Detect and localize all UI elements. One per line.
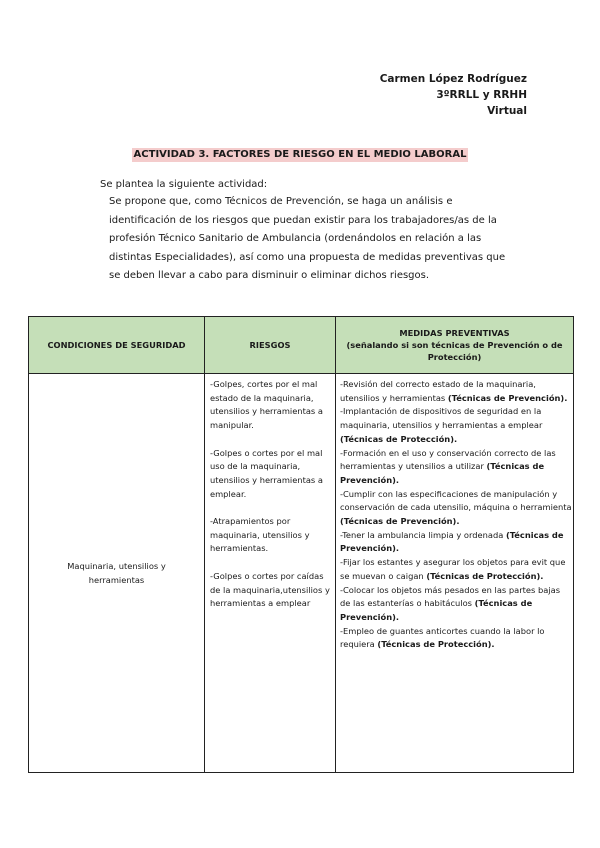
measure-text: -Tener la ambulancia limpia y ordenada [340, 529, 506, 540]
paragraph-line: identificación de los riesgos que puedan existir para los trabajadores/as de la [109, 214, 497, 226]
header-condiciones: CONDICIONES DE SEGURIDAD [29, 317, 205, 374]
measure-type: (Técnicas de Prevención). [340, 598, 536, 622]
paragraph-line: distintas Especialidades), así como una propuesta de medidas preventivas que [109, 251, 506, 263]
measure-item [340, 378, 573, 405]
measure-type: (Técnicas de Protección). [426, 570, 544, 581]
measure-text: -Empleo de guantes anticortes cuando la labor lo requiera [340, 625, 548, 650]
measure-text: -Implantación de dispositivos de seguridad en la maquinaria, utensilios y herramientas a emplear [340, 406, 545, 431]
measure-item [340, 447, 573, 488]
table-header-row [29, 317, 574, 374]
measure-type: (Técnicas de Protección). [340, 433, 458, 444]
header-medidas [336, 317, 574, 374]
risk-item: -Atrapamientos por maquinaria, utensilios y herramientas. [210, 516, 310, 554]
mode-label: Virtual [487, 105, 527, 117]
measure-text: -Formación en el uso y conservación correcto de las herramientas y utensilios a utilizar [340, 447, 559, 472]
measure-type: (Técnicas de Prevención). [340, 461, 547, 485]
paragraph-line: Se propone que, como Técnicos de Prevención, se haga un análisis e [109, 196, 453, 207]
measure-type: (Técnicas de Prevención). [447, 392, 568, 403]
measure-item [340, 625, 573, 652]
measure-item [340, 584, 573, 625]
title-wrapper [0, 142, 600, 162]
risk-item: -Golpes o cortes por caídas de la maquinaria,utensilios y herramientas a emplear [210, 570, 330, 609]
course-label: 3ºRRLL y RRHH [436, 89, 527, 101]
measure-type: (Técnicas de Prevención). [340, 516, 460, 527]
paragraph-line: se deben llevar a cabo para disminuir o eliminar dichos riesgos. [109, 270, 430, 281]
measure-text: -Revisión del correcto estado de la maquinaria, utensilios y herramientas [340, 379, 539, 403]
document-title: ACTIVIDAD 3. FACTORES DE RIESGO EN EL MEDIO LABORAL [133, 149, 467, 160]
intro-line: Se plantea la siguiente actividad: [100, 179, 268, 190]
risk-item: -Golpes o cortes por el mal uso de la maquinaria, utensilios y herramientas a emplear. [210, 447, 323, 499]
table-row [29, 374, 574, 773]
measure-item [340, 529, 573, 556]
measure-type: (Técnicas de Prevención). [340, 529, 567, 554]
risks-cell [205, 374, 336, 773]
header-medidas-subtitle: (señalando si son técnicas de Prevención o de Protección) [346, 340, 563, 362]
measure-item [340, 556, 573, 583]
header-medidas-title: MEDIDAS PREVENTIVAS [399, 328, 510, 338]
measure-type: (Técnicas de Protección). [377, 639, 495, 650]
paragraph-line: profesión Técnico Sanitario de Ambulancia (ordenándolos en relación a las [109, 233, 482, 244]
measure-item [340, 488, 573, 529]
author-name: Carmen López Rodríguez [379, 73, 527, 85]
measure-text: -Colocar los objetos más pesados en las partes bajas de las estanterías o habitáculos [340, 584, 563, 609]
header-riesgos: RIESGOS [205, 317, 336, 374]
activity-description [109, 193, 519, 286]
measure-item [340, 405, 573, 446]
measure-text: -Fijar los estantes y asegurar los objetos para evit que se muevan o caigan [340, 557, 569, 581]
risk-table [28, 316, 574, 773]
measure-text: -Cumplir con las especificaciones de manipulación y conservación de cada utensilio, máquina o herramienta [340, 488, 575, 513]
author-header [287, 71, 527, 119]
risk-item: -Golpes, cortes por el mal estado de la maquinaria, utensilios y herramientas a manipular. [210, 379, 323, 431]
measures-cell [336, 374, 574, 773]
condition-cell: Maquinaria, utensilios y herramientas [29, 374, 205, 773]
